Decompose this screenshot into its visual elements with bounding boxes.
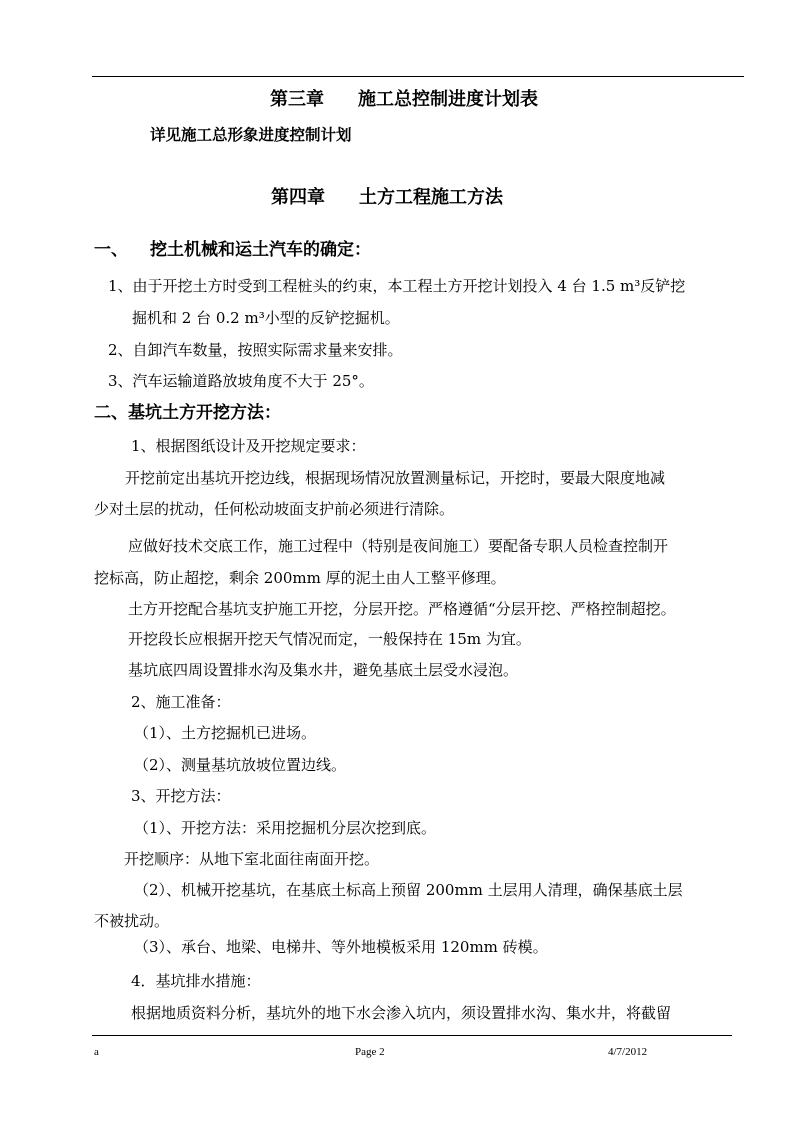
paragraph-line: 开挖顺序：从地下室北面往南面开挖。 [124, 850, 380, 868]
paragraph-line: （3）、承台、地梁、电梯井、等外地模板采用 120mm 砖模。 [134, 938, 548, 956]
footer-left: a [94, 1046, 99, 1058]
chapter-4-number: 第四章 [271, 187, 325, 208]
paragraph-line: （1）、土方挖掘机已进场。 [134, 724, 317, 742]
header-rule [92, 76, 744, 77]
paragraph-line: 基坑底四周设置排水沟及集水井，避免基底土层受水浸泡。 [128, 661, 519, 679]
paragraph-line: 1、根据图纸设计及开挖规定要求： [131, 437, 366, 455]
paragraph-line: 开挖段长应根据开挖天气情况而定，一般保持在 15m 为宜。 [128, 630, 531, 648]
paragraph-line: 2、自卸汽车数量，按照实际需求量来安排。 [108, 341, 403, 359]
chapter-4-heading [271, 186, 503, 210]
paragraph-line: 挖标高，防止超挖，剩余 200mm 厚的泥土由人工整平修理。 [94, 569, 506, 587]
paragraph-line: 3、开挖方法： [131, 787, 231, 805]
chapter-3-note: 详见施工总形象进度控制计划 [150, 125, 352, 144]
section-1-title: 挖土机械和运土汽车的确定： [150, 240, 371, 260]
paragraph-line: （1）、开挖方法：采用挖掘机分层次挖到底。 [134, 819, 437, 837]
paragraph-line: 掘机和 2 台 0.2 m³小型的反铲挖掘机。 [132, 309, 400, 327]
chapter-3-heading [270, 88, 538, 112]
paragraph-line: 少对土层的扰动，任何松动坡面支护前必须进行清除。 [94, 500, 455, 518]
paragraph-line: 应做好技术交底工作，施工过程中（特别是夜间施工）要配备专职人员检查控制开 [128, 537, 669, 555]
paragraph-line: 1、由于开挖土方时受到工程桩头的约束，本工程土方开挖计划投入 4 台 1.5 m³反铲挖 [108, 277, 686, 295]
paragraph-line: 2、施工准备： [131, 693, 231, 711]
chapter-3-title: 施工总控制进度计划表 [358, 89, 538, 110]
paragraph-line: 根据地质资料分析，基坑外的地下水会渗入坑内，须设置排水沟、集水井，将截留 [131, 1004, 672, 1022]
paragraph-line: 3、汽车运输道路放坡角度不大于 25°。 [108, 372, 374, 390]
footer-date: 4/7/2012 [608, 1046, 648, 1058]
page-number: Page 2 [355, 1046, 385, 1058]
section-2-heading: 二、基坑土方开挖方法： [94, 403, 281, 423]
paragraph-line: 4．基坑排水措施： [131, 972, 261, 990]
paragraph-line: 开挖前定出基坑开挖边线，根据现场情况放置测量标记，开挖时，要最大限度地减 [125, 469, 666, 487]
chapter-4-title: 土方工程施工方法 [359, 187, 503, 208]
footer-rule [92, 1035, 732, 1036]
paragraph-line: （2）、测量基坑放坡位置边线。 [134, 756, 347, 774]
section-1-number: 一、 [94, 240, 128, 260]
paragraph-line: 不被扰动。 [94, 912, 170, 930]
chapter-3-number: 第三章 [270, 89, 324, 110]
paragraph-line: （2）、机械开挖基坑，在基底土标高上预留 200mm 土层用人清理，确保基底土层 [134, 881, 683, 899]
paragraph-line: 土方开挖配合基坑支护施工开挖，分层开挖。严格遵循“分层开挖、严格控制超挖。 [128, 600, 676, 618]
section-1-heading [94, 239, 371, 261]
